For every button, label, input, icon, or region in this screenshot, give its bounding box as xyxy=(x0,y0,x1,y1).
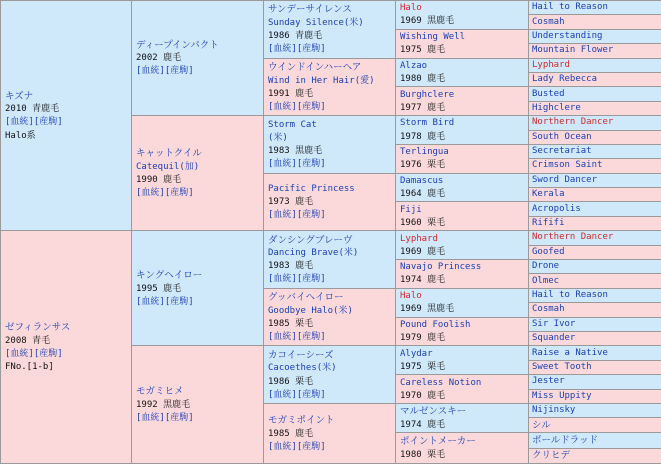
horse-info: 1978 鹿毛 xyxy=(400,131,446,142)
horse-info: 1975 栗毛 xyxy=(400,361,446,372)
offspring-link[interactable]: [産駒] xyxy=(164,66,194,77)
horse-cell-gen5 xyxy=(529,188,661,202)
pedigree-link[interactable]: [血統] xyxy=(136,413,165,424)
horse-cell-gen3 xyxy=(264,346,396,404)
horse-name[interactable]: Navajo Princess xyxy=(400,262,482,273)
horse-links xyxy=(5,348,128,361)
horse-links xyxy=(136,187,260,200)
horse-name[interactable]: Lyphard xyxy=(532,59,570,70)
horse-cell-gen4 xyxy=(396,173,529,202)
horse-name[interactable]: Terlingua xyxy=(400,147,449,158)
horse-info: 1983 鹿毛 xyxy=(268,261,314,272)
horse-links xyxy=(268,101,392,114)
horse-name[interactable]: Acropolis xyxy=(532,203,581,214)
pedigree-link[interactable]: [血統] xyxy=(268,158,297,169)
horse-cell-gen5 xyxy=(529,260,661,274)
horse-cell-gen1 xyxy=(1,1,132,231)
horse-info: 1980 鹿毛 xyxy=(400,73,446,84)
horse-cell-gen3 xyxy=(264,1,396,59)
horse-cell-gen4 xyxy=(396,29,529,58)
horse-name[interactable]: Burghclere xyxy=(400,89,455,100)
horse-info: 1980 栗毛 xyxy=(400,450,446,461)
offspring-link[interactable]: [産駒] xyxy=(296,332,326,342)
horse-name[interactable]: Jester xyxy=(532,376,565,387)
horse-cell-gen5 xyxy=(529,245,661,259)
horse-name[interactable]: Kerala xyxy=(532,189,565,200)
pedigree-link[interactable]: [血統] xyxy=(268,209,297,220)
horse-name-ja[interactable]: グッバイヘイロー xyxy=(268,292,344,304)
horse-name[interactable]: Pound Foolish xyxy=(400,319,471,330)
horse-cell-gen5 xyxy=(529,231,661,245)
horse-name-en[interactable]: Wind in Her Hair(愛) xyxy=(268,75,375,86)
horse-name-ja[interactable]: ウインドインハーヘア xyxy=(268,61,362,73)
horse-cell-gen5 xyxy=(529,360,661,374)
horse-cell-gen4 xyxy=(396,317,529,346)
horse-name[interactable]: Hail to Reason xyxy=(532,2,608,13)
horse-name-en[interactable]: Storm Cat xyxy=(268,119,317,130)
horse-info: 1975 鹿毛 xyxy=(400,45,446,56)
horse-cell-gen4 xyxy=(396,260,529,289)
horse-links xyxy=(136,65,260,78)
offspring-link[interactable]: [産駒] xyxy=(296,274,326,285)
horse-cell-gen5 xyxy=(529,159,661,173)
horse-cell-gen5 xyxy=(529,101,661,115)
horse-name[interactable]: Lyphard xyxy=(400,233,438,244)
horse-cell-gen5 xyxy=(529,288,661,302)
horse-extra: Halo系 xyxy=(5,130,36,141)
horse-info: 2010 青鹿毛 xyxy=(5,104,60,115)
pedigree-row xyxy=(1,1,661,15)
horse-cell-gen5 xyxy=(529,448,661,463)
horse-name[interactable]: Wishing Well xyxy=(400,32,466,43)
horse-info: 1991 鹿毛 xyxy=(268,88,314,99)
pedigree-link[interactable]: [血統] xyxy=(5,348,34,359)
horse-name[interactable]: Miss Uppity xyxy=(532,390,592,401)
horse-cell-gen3 xyxy=(264,116,396,174)
horse-cell-gen2 xyxy=(132,116,264,231)
horse-cell-gen5 xyxy=(529,202,661,216)
horse-name[interactable]: マルゼンスキー xyxy=(400,406,467,418)
horse-name[interactable]: クリヒデ xyxy=(532,449,571,461)
horse-cell-gen4 xyxy=(396,403,529,433)
horse-name[interactable]: Alzao xyxy=(400,60,428,71)
horse-info: 1983 黒鹿毛 xyxy=(268,145,323,156)
horse-info: 1986 青鹿毛 xyxy=(268,31,323,42)
horse-cell-gen3 xyxy=(264,231,396,289)
horse-info: 1977 鹿毛 xyxy=(400,102,446,113)
pedigree-row xyxy=(1,231,661,245)
offspring-link[interactable]: [産駒] xyxy=(33,348,63,359)
horse-name-en[interactable]: Sunday Silence(米) xyxy=(268,18,364,29)
pedigree-link[interactable]: [血統] xyxy=(268,44,297,55)
horse-name[interactable]: Understanding xyxy=(532,30,603,41)
horse-name[interactable]: Careless Notion xyxy=(400,377,482,388)
horse-cell-gen5 xyxy=(529,144,661,158)
horse-cell-gen3 xyxy=(264,58,396,116)
horse-name[interactable]: Damascus xyxy=(400,176,444,187)
horse-name-ja[interactable]: カコイーシーズ xyxy=(268,349,334,361)
horse-name[interactable]: Rififi xyxy=(532,218,565,229)
horse-cell-gen4 xyxy=(396,116,529,145)
offspring-link[interactable]: [産駒] xyxy=(296,158,326,169)
offspring-link[interactable]: [産駒] xyxy=(296,44,326,55)
horse-cell-gen5 xyxy=(529,317,661,331)
horse-info: 1976 栗毛 xyxy=(400,160,446,171)
horse-name[interactable]: Drone xyxy=(532,261,560,272)
offspring-link[interactable]: [産駒] xyxy=(33,117,63,128)
horse-links xyxy=(268,209,392,222)
horse-links xyxy=(268,331,392,344)
horse-name[interactable]: Highclere xyxy=(532,102,581,113)
horse-cell-gen2 xyxy=(132,1,264,116)
horse-cell-gen4 xyxy=(396,144,529,173)
horse-name[interactable]: Squander xyxy=(532,333,576,344)
horse-cell-gen5 xyxy=(529,331,661,345)
horse-info: 1964 鹿毛 xyxy=(400,189,446,200)
horse-cell-gen3 xyxy=(264,173,396,231)
pedigree-link[interactable]: [血統] xyxy=(268,101,297,112)
pedigree-link[interactable]: [血統] xyxy=(136,66,165,77)
horse-origin: (米) xyxy=(268,132,288,143)
horse-cell-gen5 xyxy=(529,15,661,29)
horse-name-en[interactable]: Pacific Princess xyxy=(268,183,355,194)
horse-name[interactable]: Sword Dancer xyxy=(532,174,598,185)
horse-cell-gen1 xyxy=(1,231,132,464)
horse-links xyxy=(136,296,260,309)
horse-name[interactable]: Cosmah xyxy=(532,16,565,27)
horse-name[interactable]: Goofed xyxy=(532,246,565,257)
horse-info: 2008 青毛 xyxy=(5,335,51,346)
horse-cell-gen4 xyxy=(396,231,529,260)
horse-name[interactable]: ボールドラッド xyxy=(532,434,599,446)
horse-cell-gen5 xyxy=(529,346,661,360)
horse-name[interactable]: ポイントメーカー xyxy=(400,436,476,448)
horse-name[interactable]: Lady Rebecca xyxy=(532,74,598,85)
horse-cell-gen5 xyxy=(529,58,661,72)
horse-name-ja[interactable]: キズナ xyxy=(5,90,34,102)
horse-cell-gen2 xyxy=(132,346,264,464)
horse-name-en[interactable]: Dancing Brave(米) xyxy=(268,248,359,259)
horse-cell-gen4 xyxy=(396,375,529,404)
horse-cell-gen4 xyxy=(396,1,529,30)
horse-extra: FNo.[1-b] xyxy=(5,362,54,373)
horse-cell-gen2 xyxy=(132,231,264,346)
horse-cell-gen5 xyxy=(529,44,661,58)
horse-info: 1969 鹿毛 xyxy=(400,246,446,257)
horse-cell-gen5 xyxy=(529,130,661,144)
horse-name[interactable]: Halo xyxy=(400,291,422,302)
horse-info: 1990 鹿毛 xyxy=(136,175,182,186)
horse-name-en[interactable]: Goodbye Halo(米) xyxy=(268,305,353,316)
offspring-link[interactable]: [産駒] xyxy=(296,441,326,452)
horse-name-ja[interactable]: モガミポイント xyxy=(268,415,335,427)
horse-name[interactable]: Busted xyxy=(532,88,565,99)
horse-links xyxy=(268,158,392,171)
horse-info: 1986 栗毛 xyxy=(268,376,314,387)
horse-name-ja[interactable]: キャットクイル xyxy=(136,148,202,160)
pedigree-link[interactable]: [血統] xyxy=(136,296,165,307)
horse-cell-gen5 xyxy=(529,116,661,130)
horse-cell-gen5 xyxy=(529,72,661,86)
horse-info: 1969 黒鹿毛 xyxy=(400,16,455,27)
horse-cell-gen5 xyxy=(529,389,661,403)
horse-name-ja[interactable]: サンデーサイレンス xyxy=(268,4,352,16)
horse-cell-gen5 xyxy=(529,418,661,433)
horse-links xyxy=(5,116,128,129)
offspring-link[interactable]: [産駒] xyxy=(296,101,326,112)
horse-links xyxy=(136,412,260,425)
horse-name[interactable]: Mountain Flower xyxy=(532,45,614,56)
pedigree-link[interactable]: [血統] xyxy=(268,274,297,285)
horse-name[interactable]: Nijinsky xyxy=(532,405,576,416)
horse-cell-gen3 xyxy=(264,288,396,346)
pedigree-link[interactable]: [血統] xyxy=(136,188,165,199)
horse-name[interactable]: Fiji xyxy=(400,204,422,215)
pedigree-body xyxy=(1,1,661,464)
horse-info: 1960 栗毛 xyxy=(400,217,446,228)
horse-info: 1985 栗毛 xyxy=(268,318,314,329)
horse-cell-gen5 xyxy=(529,87,661,101)
horse-links xyxy=(268,43,392,56)
horse-links xyxy=(268,273,392,286)
horse-cell-gen4 xyxy=(396,346,529,375)
horse-cell-gen5 xyxy=(529,29,661,43)
horse-cell-gen4 xyxy=(396,288,529,317)
horse-info: 2002 鹿毛 xyxy=(136,53,182,64)
horse-name[interactable]: Olmec xyxy=(532,275,560,286)
horse-name-ja[interactable]: モガミヒメ xyxy=(136,386,184,398)
horse-cell-gen4 xyxy=(396,202,529,231)
horse-name[interactable]: South Ocean xyxy=(532,131,592,142)
horse-name[interactable]: Crimson Saint xyxy=(532,160,603,171)
horse-cell-gen5 xyxy=(529,403,661,417)
horse-name[interactable]: Halo xyxy=(400,3,422,14)
horse-links xyxy=(268,441,392,454)
horse-name[interactable]: シル xyxy=(532,419,551,431)
horse-info: 1970 鹿毛 xyxy=(400,390,446,401)
horse-info: 1995 鹿毛 xyxy=(136,283,182,294)
horse-cell-gen5 xyxy=(529,433,661,448)
horse-cell-gen4 xyxy=(396,87,529,116)
pedigree-link[interactable]: [血統] xyxy=(268,389,297,400)
horse-name[interactable]: Sir Ivor xyxy=(532,318,576,329)
horse-cell-gen5 xyxy=(529,274,661,288)
pedigree-link[interactable]: [血統] xyxy=(268,332,297,342)
horse-cell-gen5 xyxy=(529,216,661,230)
horse-name[interactable]: Alydar xyxy=(400,348,433,359)
horse-info: 1974 鹿毛 xyxy=(400,420,446,431)
horse-name[interactable]: Sweet Tooth xyxy=(532,361,592,372)
horse-name-ja[interactable]: キングヘイロー xyxy=(136,269,203,281)
pedigree-link[interactable]: [血統] xyxy=(268,441,297,452)
horse-name[interactable]: Northern Dancer xyxy=(532,117,614,128)
horse-name[interactable]: Hail to Reason xyxy=(532,289,608,300)
horse-name[interactable]: Northern Dancer xyxy=(532,232,614,243)
horse-cell-gen3 xyxy=(264,403,396,463)
horse-info: 1973 鹿毛 xyxy=(268,196,314,207)
offspring-link[interactable]: [産駒] xyxy=(164,413,194,424)
horse-name[interactable]: Storm Bird xyxy=(400,118,455,129)
horse-name-en[interactable]: Catequil(加) xyxy=(136,162,200,172)
horse-cell-gen4 xyxy=(396,58,529,87)
horse-links xyxy=(268,389,392,402)
horse-name-ja[interactable]: ダンシングブレーヴ xyxy=(268,234,353,246)
horse-name-ja[interactable]: ゼフィランサス xyxy=(5,322,71,334)
horse-cell-gen4 xyxy=(396,433,529,464)
horse-cell-gen5 xyxy=(529,303,661,317)
pedigree-link[interactable]: [血統] xyxy=(5,117,34,128)
horse-info: 1992 黒鹿毛 xyxy=(136,400,191,411)
offspring-link[interactable]: [産駒] xyxy=(296,209,326,220)
horse-cell-gen5 xyxy=(529,173,661,187)
horse-info: 1979 鹿毛 xyxy=(400,332,446,343)
horse-cell-gen5 xyxy=(529,375,661,389)
horse-name[interactable]: Raise a Native xyxy=(532,347,608,358)
horse-cell-gen5 xyxy=(529,1,661,15)
horse-name[interactable]: Secretariat xyxy=(532,146,592,157)
offspring-link[interactable]: [産駒] xyxy=(164,296,194,307)
horse-info: 1969 黒鹿毛 xyxy=(400,304,455,315)
horse-name-en[interactable]: Cacoethes(米) xyxy=(268,363,337,374)
horse-name-ja[interactable]: ディープインパクト xyxy=(136,39,219,51)
offspring-link[interactable]: [産駒] xyxy=(296,389,326,400)
horse-name[interactable]: Cosmah xyxy=(532,304,565,315)
offspring-link[interactable]: [産駒] xyxy=(164,188,194,199)
horse-info: 1985 鹿毛 xyxy=(268,428,314,439)
horse-info: 1974 鹿毛 xyxy=(400,275,446,286)
